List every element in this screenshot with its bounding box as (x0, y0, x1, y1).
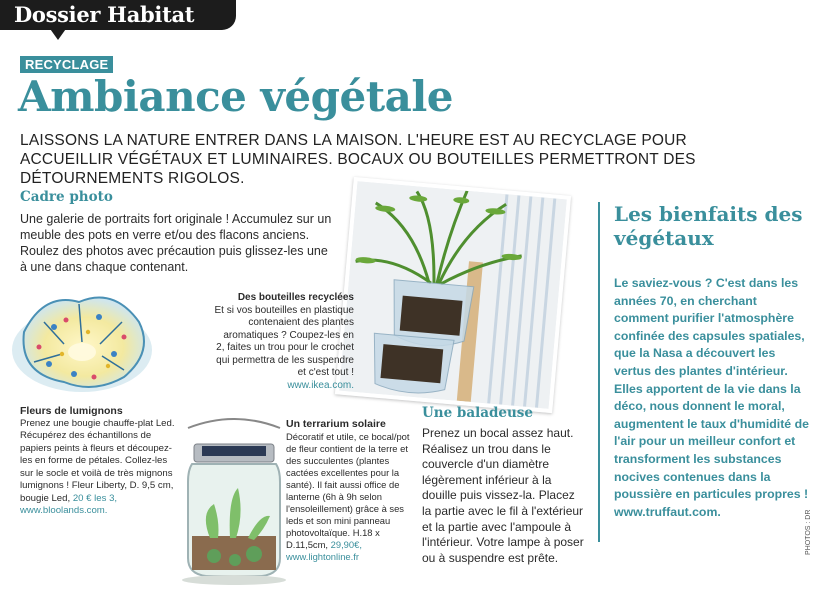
fleurs-text (20, 418, 180, 518)
terrarium-heading: Un terrarium solaire (286, 418, 386, 430)
bouteilles-link[interactable]: www.ikea.com. (287, 379, 354, 391)
bouteilles-heading: Des bouteilles recyclées (237, 292, 354, 303)
fleurs-link[interactable]: www.bloolands.com. (20, 505, 108, 516)
terrarium-price: 29,90€, (330, 538, 362, 550)
fleurs-price: 20 € les 3, (72, 492, 118, 504)
hanging-bottles-image (335, 177, 571, 413)
cadre-text: Une galerie de portraits fort originale ! Accumulez sur un meuble des pots en verre et/ou des flacons anciens. Roulez des photos avec précaution puis glissez-les une à une dans chaque contenant. (20, 212, 332, 274)
bouteilles-text: Et si vos bouteilles en plastique contenaient des plantes aromatiques ? Coupez-les en 2, faites un trou pour le crochet qui permettra de les suspendre et c'est tout ! (214, 304, 354, 378)
paper-flower-lamp-image (4, 282, 154, 400)
section-tab (0, 0, 236, 30)
sidebar-text: Le saviez-vous ? C'est dans les années 70, en cherchant comment purifier l'atmosphère confinée des capsules spatiales, que la Nasa a découvert les vertus des plantes d'intérieur. Elles apportent de la vie dans la déco, nous donnent le moral, augmentent le taux d'humidité de l'air pour un meilleur confort et transforment les substances nocives contenues dans la poussière en particules propres ! www.truffaut.com. (614, 276, 809, 519)
page-title: Ambiance végétale (18, 72, 454, 121)
bouteilles-caption (214, 292, 354, 392)
fleurs-body: Prenez une bougie chauffe-plat Led. Récupérez des échantillons de papiers peints à fleurs et découpez-les en forme de pétales. Collez-les sur le socle et voilà de très mignons lumignons ! Fleur Liberty, D. 9,5 cm, bougie Led, (20, 417, 175, 504)
section-tab-label: Dossier Habitat (14, 2, 195, 27)
terrarium-body: Décoratif et utile, ce bocal/pot de fleur contient de la terre et des succulentes (plantes cactées excellentes pour la santé). Il fait aussi office de lanterne (6h à 9h selon l'ensoleillement) grâce à ses leds et son mini panneau photovoltaïque. H.18 x D.11,5cm, (286, 430, 410, 550)
fleurs-heading: Fleurs de lumignons (20, 405, 123, 417)
kicker-label: RECYCLAGE (20, 56, 113, 73)
baladeuse-heading: Une baladeuse (422, 405, 533, 421)
cadre-heading: Cadre photo (20, 189, 113, 205)
fleurs-caption (20, 405, 180, 518)
baladeuse-text: Prenez un bocal assez haut. Réalisez un trou dans le couvercle d'un diamètre légèrement inférieur à la douille puis vissez-la. Placez la partie avec le fil à l'extérieur et la partie avec l'ampoule à l'intérieur. Votre lampe à poser ou à suspendre est prête. (422, 426, 584, 565)
terrarium-caption (286, 418, 410, 563)
sidebar-rule (598, 202, 600, 542)
intro-text: LAISSONS LA NATURE ENTRER DANS LA MAISON. L'HEURE EST AU RECYCLAGE POUR ACCUEILLIR VÉGÉTAUX ET LUMINAIRES. BOCAUX OU BOUTEILLES PERMETTRONT DES DÉTOURNEMENTS RIGOLOS. (20, 132, 696, 187)
section-tab-tail (48, 26, 68, 40)
photo-credit: PHOTOS : DR (805, 509, 812, 555)
terrarium-text (286, 431, 410, 563)
solar-jar-image (180, 418, 288, 586)
sidebar-title: Les bienfaits des végétaux (614, 202, 803, 250)
terrarium-link[interactable]: www.lightonline.fr (286, 550, 359, 562)
